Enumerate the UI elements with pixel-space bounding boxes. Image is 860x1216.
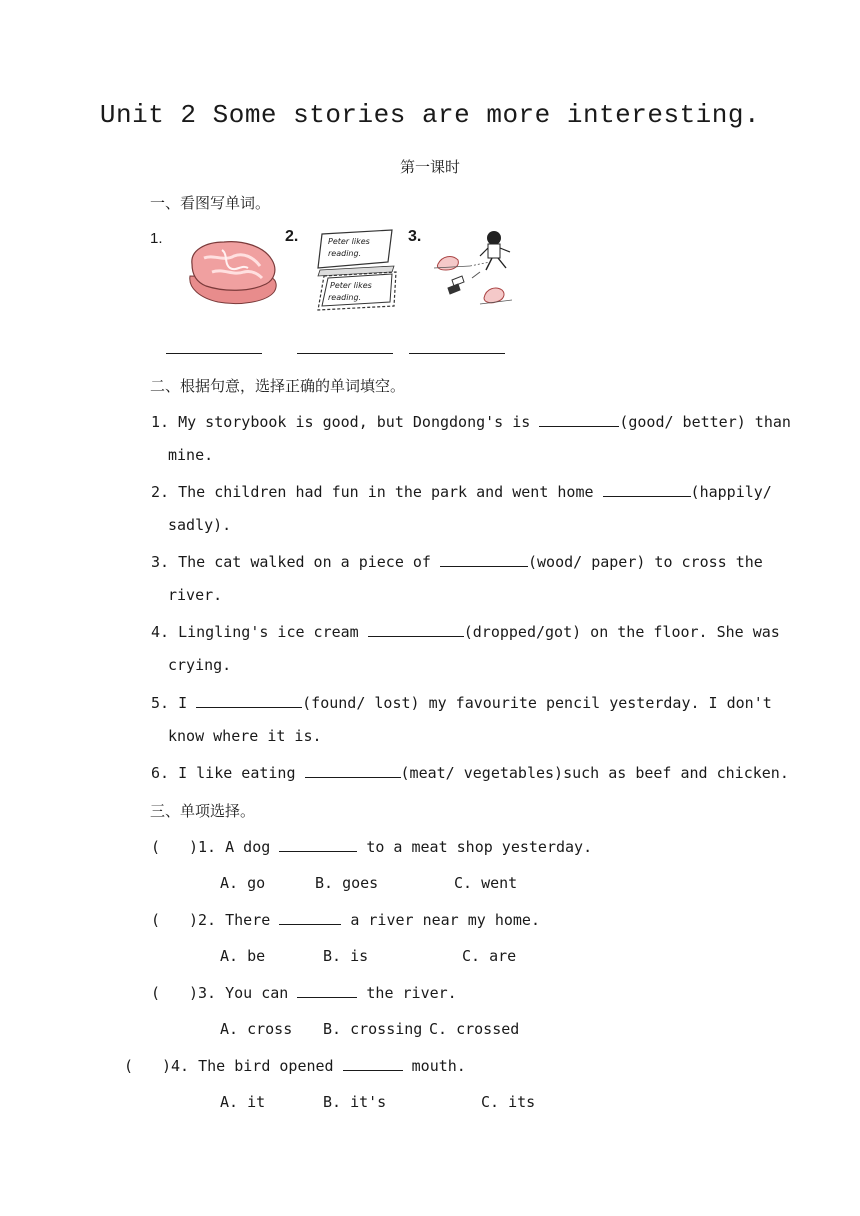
fill-item-4-cont: crying.: [168, 656, 232, 674]
svg-text:reading.: reading.: [328, 293, 362, 302]
choice-question-3-stem: )3. You can: [189, 984, 298, 1002]
choice-question-1: [151, 837, 592, 856]
fill-item-3-options: (wood/ paper) to cross the: [527, 553, 763, 571]
fill-item-6: [151, 763, 789, 782]
fill-item-2: [151, 482, 772, 501]
answer-blank-3[interactable]: [409, 353, 505, 354]
fill-blank-2[interactable]: [603, 482, 691, 497]
choice-question-3: [151, 983, 457, 1002]
fill-item-5-options: (found/ lost) my favourite pencil yesterday. I don't: [302, 694, 772, 712]
choice-blank-2: [279, 910, 341, 925]
choice-option-1a: A. go: [220, 874, 266, 892]
fill-item-2-text: 2. The children had fun in the park and went home: [151, 483, 603, 501]
choice-option-4c: C. its: [481, 1093, 536, 1111]
fill-item-2-cont: sadly).: [168, 516, 232, 534]
section3-heading: 三、单项选择。: [150, 802, 256, 820]
choice-option-4a: A. it: [220, 1093, 266, 1111]
fill-item-4-options: (dropped/got) on the floor. She was: [463, 623, 780, 641]
picture-label-2: 2.: [285, 228, 299, 245]
choice-option-2c: C. are: [462, 947, 517, 965]
choice-question-1-rest: to a meat shop yesterday.: [357, 838, 593, 856]
fill-blank-6[interactable]: [305, 763, 401, 778]
fill-item-4-text: 4. Lingling's ice cream: [151, 623, 368, 641]
fill-item-2-options: (happily/: [690, 483, 772, 501]
answer-paren-open-3[interactable]: (: [151, 984, 161, 1002]
fill-item-6-options: (meat/ vegetables)such as beef and chicken.: [400, 764, 789, 782]
choice-question-3-rest: the river.: [357, 984, 457, 1002]
meat-picture: [184, 236, 280, 308]
fill-item-3-cont: river.: [168, 586, 223, 604]
answer-blank-2[interactable]: [297, 353, 393, 354]
fill-item-1: [151, 412, 791, 431]
fill-item-4: [151, 622, 780, 641]
answer-paren-open-2[interactable]: (: [151, 911, 161, 929]
choice-blank-3: [297, 983, 357, 998]
picture-label-3: 3.: [408, 228, 422, 245]
choice-question-4-rest: mouth.: [402, 1057, 466, 1075]
lesson-subtitle: 第一课时: [399, 158, 460, 176]
fill-item-1-text: 1. My storybook is good, but Dongdong's is: [151, 413, 540, 431]
choice-option-4b: B. it's: [323, 1093, 387, 1111]
fill-item-1-options: (good/ better) than: [619, 413, 791, 431]
choice-blank-4: [343, 1056, 403, 1071]
svg-text:Peter likes: Peter likes: [328, 237, 370, 246]
page-title: Unit 2 Some stories are more interesting.: [99, 100, 761, 130]
fill-blank-3[interactable]: [440, 552, 528, 567]
fill-item-5: [151, 693, 772, 712]
svg-text:Peter likes: Peter likes: [330, 281, 372, 290]
answer-paren-open-4[interactable]: (: [124, 1057, 134, 1075]
fill-blank-5[interactable]: [196, 693, 302, 708]
choice-question-4-stem: )4. The bird opened: [162, 1057, 343, 1075]
choice-question-2-rest: a river near my home.: [341, 911, 540, 929]
walking-picture: [430, 226, 522, 312]
fill-item-5-cont: know where it is.: [168, 727, 322, 745]
choice-option-1b: B. goes: [315, 874, 379, 892]
picture-label-1: 1.: [150, 230, 163, 247]
choice-option-3b: B. crossing: [323, 1020, 423, 1038]
fill-blank-1[interactable]: [539, 412, 619, 427]
choice-question-1-stem: )1. A dog: [189, 838, 280, 856]
section2-heading: 二、根据句意，选择正确的单词填空。: [150, 377, 406, 395]
choice-option-3a: A. cross: [220, 1020, 293, 1038]
signs-picture: [308, 226, 404, 316]
fill-item-5-text: 5. I: [151, 694, 197, 712]
choice-question-2-stem: )2. There: [189, 911, 280, 929]
fill-item-3-text: 3. The cat walked on a piece of: [151, 553, 440, 571]
answer-blank-1[interactable]: [166, 353, 262, 354]
answer-paren-open-1[interactable]: (: [151, 838, 161, 856]
choice-blank-1: [279, 837, 357, 852]
fill-item-3: [151, 552, 763, 571]
choice-option-3c: C. crossed: [429, 1020, 520, 1038]
choice-question-2: [151, 910, 540, 929]
choice-option-2a: A. be: [220, 947, 266, 965]
section1-heading: 一、看图写单词。: [150, 194, 271, 212]
fill-item-6-text: 6. I like eating: [151, 764, 305, 782]
choice-option-1c: C. went: [454, 874, 518, 892]
fill-blank-4[interactable]: [368, 622, 464, 637]
fill-item-1-cont: mine.: [168, 446, 214, 464]
choice-question-4: [124, 1056, 466, 1075]
svg-text:reading.: reading.: [328, 249, 362, 258]
choice-option-2b: B. is: [323, 947, 369, 965]
